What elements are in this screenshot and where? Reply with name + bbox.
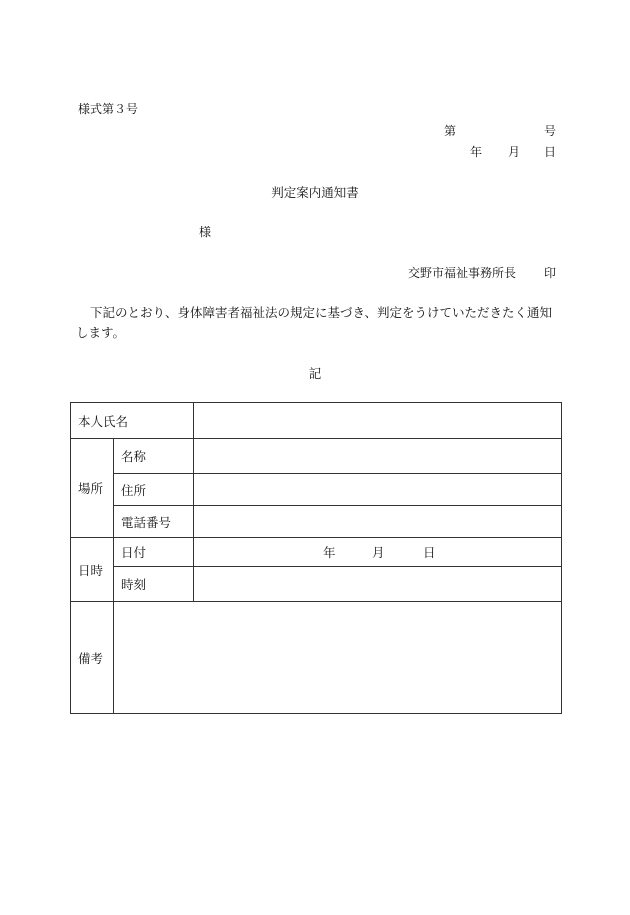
seal-mark: 印 xyxy=(544,266,557,280)
table-row-place-address xyxy=(71,474,562,506)
doc-number-prefix: 第 xyxy=(444,124,457,138)
time-label: 時刻 xyxy=(114,567,194,602)
name-value-cell[interactable] xyxy=(194,403,562,439)
info-table xyxy=(70,402,562,714)
table-row-place-phone xyxy=(71,506,562,538)
name-label: 本人氏名 xyxy=(71,403,194,439)
table-row-date xyxy=(71,538,562,567)
date-month-unit: 月 xyxy=(508,145,521,159)
table-row-remarks xyxy=(71,602,562,714)
date-day-unit: 日 xyxy=(544,145,557,159)
date-year-unit: 年 xyxy=(470,145,483,159)
time-value-cell[interactable] xyxy=(194,567,562,602)
date-cell-year-unit: 年 xyxy=(323,545,336,560)
date-value-cell[interactable] xyxy=(194,538,562,567)
place-phone-value-cell[interactable] xyxy=(194,506,562,538)
sender-name: 交野市福祉事務所長 xyxy=(408,266,517,280)
ki-heading: 記 xyxy=(308,366,322,381)
date-cell-day-unit: 日 xyxy=(423,545,436,560)
doc-number-suffix: 号 xyxy=(544,124,557,138)
date-cell-month-unit: 月 xyxy=(372,545,385,560)
table-row-time xyxy=(71,567,562,602)
place-name-label: 名称 xyxy=(114,439,194,474)
document-title: 判定案内通知書 xyxy=(271,185,359,200)
form-number: 様式第３号 xyxy=(78,102,139,116)
place-label: 場所 xyxy=(71,439,114,538)
table-row-place-name xyxy=(71,439,562,474)
remarks-label: 備考 xyxy=(71,602,114,714)
place-address-label: 住所 xyxy=(114,474,194,506)
remarks-value-cell[interactable] xyxy=(114,602,562,714)
date-label: 日付 xyxy=(114,538,194,567)
table-row-name xyxy=(71,403,562,439)
body-text: 下記のとおり、身体障害者福祉法の規定に基づき、判定をうけていただきたく通知します。 xyxy=(76,305,553,340)
datetime-label: 日時 xyxy=(71,538,114,602)
addressee-suffix: 様 xyxy=(199,225,212,239)
place-address-value-cell[interactable] xyxy=(194,474,562,506)
place-phone-label: 電話番号 xyxy=(114,506,194,538)
place-name-value-cell[interactable] xyxy=(194,439,562,474)
